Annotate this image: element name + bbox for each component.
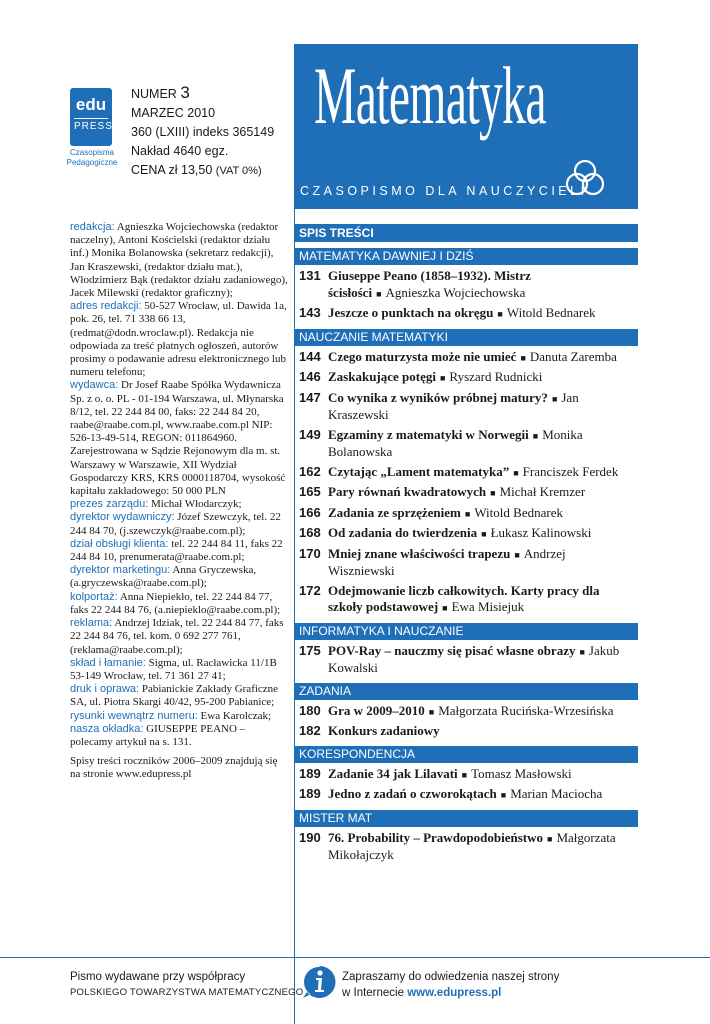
toc-page-number: 149 — [299, 426, 321, 442]
credit-label: kolportaż: — [70, 590, 118, 603]
toc-page-number: 170 — [299, 545, 321, 561]
toc-entry[interactable] — [294, 484, 638, 502]
toc-article-title: Jeszcze o punktach na okręgu — [328, 305, 494, 320]
credit-text: Michał Włodarczyk; — [148, 498, 242, 511]
credit-label: skład i łamanie: — [70, 656, 146, 669]
toc-article-title: Mniej znane właściwości trapezu — [328, 545, 511, 561]
masthead-title: Matematyka — [314, 50, 546, 141]
toc-article-title: Gra w 2009–2010 — [328, 702, 425, 718]
bullet-icon: ■ — [461, 769, 468, 780]
toc-author: Marian Maciocha — [510, 786, 603, 801]
toc-author: Małgorzata Mikołajczyk — [328, 829, 616, 862]
toc-section-header: ZADANIA — [294, 683, 638, 700]
toc-section-header: KORESPONDENCJA — [294, 746, 638, 763]
credit-item — [70, 617, 290, 657]
toc-entry[interactable] — [294, 390, 638, 424]
toc-section — [294, 810, 638, 864]
toc-entry[interactable] — [294, 546, 638, 580]
toc-author: Ewa Misiejuk — [451, 599, 525, 614]
toc-sections — [294, 248, 638, 864]
toc-section — [294, 746, 638, 804]
credit-label: prezes zarządu: — [70, 498, 149, 511]
credit-label: reklama: — [70, 617, 113, 630]
credit-text: GIUSEPPE PEANO – polecamy artykuł na s. 131. — [70, 722, 246, 748]
toc-heading: SPIS TREŚCI — [294, 224, 638, 242]
bullet-icon: ■ — [442, 603, 448, 613]
credits-note: Spisy treści roczników 2006–2009 znajdują się na stronie www.edupress.pl — [70, 755, 278, 781]
toc-section — [294, 683, 638, 740]
credit-text: Ewa Karolczak; — [197, 709, 272, 722]
credit-label: redakcja: — [70, 221, 115, 233]
issue-print-run: Nakład 4640 egz. — [131, 144, 229, 158]
toc-article-title: Od zadania do twierdzenia — [328, 525, 478, 540]
bullet-icon: ■ — [520, 352, 526, 363]
issue-date: MARZEC 2010 — [131, 106, 216, 120]
toc-author: Jakub Kowalski — [328, 642, 620, 675]
toc-article-title: Zaskakujące potęgi — [328, 369, 436, 384]
footer-society: POLSKIEGO TOWARZYSTWA MATEMATYCZNEGO — [70, 987, 304, 998]
credit-item — [70, 538, 290, 564]
bullet-icon: ■ — [551, 393, 558, 404]
toc-page-number: 182 — [299, 723, 321, 738]
footer-cooperation: Pismo wydawane przy współpracy — [70, 971, 246, 983]
logo-caption-line: Czasopisma — [69, 148, 114, 157]
divider-horizontal — [0, 957, 710, 958]
toc-article-title: Co wynika z wyników próbnej matury? — [328, 389, 548, 405]
toc-page-number: 168 — [299, 525, 321, 540]
footer-right — [342, 969, 559, 1001]
credit-text: Sigma, ul. Racławicka 11/1B 53-149 Wrocław, tel. 71 361 27 41; — [70, 656, 277, 682]
info-icon — [301, 964, 337, 1000]
number-label: NUMER — [131, 87, 177, 101]
credits — [70, 221, 290, 782]
toc-entry[interactable] — [294, 464, 638, 482]
bullet-icon: ■ — [500, 790, 507, 800]
footer-prefix: w Internecie — [342, 987, 408, 999]
credit-text: tel. 22 244 84 11, faks 22 244 84 10, prenumerata@raabe.com.pl; — [70, 537, 283, 564]
credit-item — [70, 564, 290, 590]
credit-item — [70, 683, 290, 709]
bullet-icon: ■ — [490, 488, 496, 498]
rings-icon — [562, 156, 608, 202]
toc-author: Tomasz Masłowski — [471, 765, 572, 781]
bullet-icon: ■ — [428, 706, 435, 717]
toc-article-title: Zadanie 34 jak Lilavati — [328, 765, 458, 781]
bullet-icon: ■ — [497, 309, 503, 319]
issue-price: CENA zł 13,50 — [131, 163, 213, 177]
toc-article-title: POV-Ray – nauczmy się pisać własne obrazy — [328, 642, 576, 658]
toc-section-header: MATEMATYKA DAWNIEJ I DZIŚ — [294, 248, 638, 265]
toc-article-title: Czego maturzysta może nie umieć — [328, 348, 517, 364]
credit-text: Andrzej Idziak, tel. 22 244 84 77, faks 22 244 84 76, tel. kom. 0 692 277 761, (reklama@raabe.com.pl); — [70, 617, 284, 656]
toc-page-number: 172 — [299, 582, 321, 598]
toc-entry[interactable] — [294, 305, 638, 323]
table-of-contents — [294, 224, 638, 870]
toc-page-number: 144 — [299, 348, 321, 364]
toc-author: Agnieszka Wojciechowska — [385, 284, 526, 300]
toc-page-number: 189 — [299, 765, 321, 781]
bullet-icon: ■ — [376, 288, 382, 299]
toc-article-title: Odejmowanie liczb całkowitych. Karty pracy dla szkoły podstawowej — [328, 582, 600, 614]
bullet-icon: ■ — [439, 373, 446, 383]
credit-item — [70, 723, 290, 749]
toc-page-number: 146 — [299, 369, 321, 384]
logo-edu: edu — [75, 95, 107, 114]
toc-entry[interactable] — [294, 369, 638, 387]
credit-item — [70, 511, 290, 537]
toc-article-title: Jedno z zadań o czworokątach — [328, 786, 497, 801]
logo-caption — [64, 148, 120, 168]
credit-label: adres redakcji: — [70, 300, 142, 313]
toc-article-title: Giuseppe Peano (1858–1932). Mistrz ścisłości — [328, 268, 531, 300]
toc-entry[interactable] — [294, 505, 638, 523]
credit-item — [70, 300, 290, 379]
toc-section-header: NAUCZANIE MATEMATYKI — [294, 329, 638, 346]
issue-vat: (VAT 0%) — [215, 165, 262, 177]
toc-author: Łukasz Kalinowski — [490, 525, 592, 540]
credit-item — [70, 221, 290, 300]
toc-article-title: 76. Probability – Prawdopodobieństwo — [328, 829, 544, 845]
toc-author: Małgorzata Rucińska-Wrzesińska — [438, 702, 614, 718]
bullet-icon: ■ — [547, 833, 553, 844]
toc-section-header: MISTER MAT — [294, 810, 638, 827]
footer-left — [70, 969, 303, 1001]
toc-page-number: 165 — [299, 484, 321, 499]
credit-label: rysunki wewnątrz numeru: — [70, 709, 198, 722]
credit-label: druk i oprawa: — [70, 683, 140, 696]
credit-label: nasza okładka: — [70, 722, 144, 735]
toc-author: Ryszard Rudnicki — [449, 369, 543, 384]
credit-label: wydawca: — [70, 379, 119, 392]
toc-entry[interactable] — [294, 427, 638, 461]
logo-caption-line: Pedagogiczne — [66, 158, 118, 167]
toc-section — [294, 248, 638, 323]
bullet-icon: ■ — [464, 508, 471, 519]
bullet-icon: ■ — [514, 549, 520, 560]
toc-author: Witold Bednarek — [506, 305, 596, 320]
toc-page-number: 147 — [299, 389, 321, 405]
toc-author: Danuta Zaremba — [529, 348, 617, 364]
credit-item — [70, 498, 290, 511]
credit-text: 50-527 Wrocław, ul. Dawida 1a, pok. 26, tel. 71 338 66 13, (redmat@dodn.wroclaw.pl). Redakcja nie odpowiada za treść płatnych ogłoszeń, autorów prosimy o podawanie adresu elektronicznego lub numeru telefonu; — [70, 300, 287, 379]
toc-section — [294, 329, 638, 617]
footer-invite: Zapraszamy do odwiedzenia naszej strony — [342, 971, 560, 983]
toc-entry[interactable] — [294, 349, 638, 367]
toc-page-number: 131 — [299, 268, 321, 283]
credit-text: Dr Josef Raabe Spółka Wydawnicza Sp. z o. o. PL - 01-194 Warszawa, ul. Młynarska 8/12, tel. 22 244 84 00, faks: 22 244 84 20, raabe@raabe.com.pl, www.raabe.com.pl NIP: 526-13-49-514, REGON: 011864960. Zarejestrowana w Sądzie Rejonowym dla m. st. Warszawy w Warszawie, XII Wydział Gospodarczy KRS, KRS 0000118704, wysokość kapitału zakładowego: 50 000 PLN — [70, 379, 286, 498]
issue-number: 3 — [180, 83, 190, 102]
credit-text: Anna Niepiekło, tel. 22 244 84 77, faks 22 244 84 76, (a.niepieklo@raabe.com.pl); — [70, 590, 281, 616]
toc-author: Michał Kremzer — [499, 484, 586, 499]
credit-item — [70, 591, 290, 617]
toc-page-number: 175 — [299, 642, 321, 658]
issue-index: 360 (LXIII) indeks 365149 — [131, 125, 275, 139]
credit-text: Agnieszka Wojciechowska (redaktor naczelny), Antoni Kościelski (redaktor działu inf.) Monika Bolanowska (sekretarz redakcji), Jan Kraszewski, (redaktor działu mat.), Włodzimierz Bąk (redaktor działu zadaniowego), Jacek Milewski (redaktor graficzny); — [70, 221, 288, 300]
credit-text: Anna Gryczewska, (a.gryczewska@raabe.com.pl); — [70, 564, 257, 590]
credit-text: Pabianickie Zakłady Graficzne SA, ul. Piotra Skargi 40/42, 95-200 Pabianice; — [70, 683, 279, 709]
toc-entry[interactable] — [294, 723, 638, 740]
issue-info — [131, 83, 274, 181]
toc-author: Andrzej Wiszniewski — [328, 545, 566, 578]
toc-page-number: 166 — [299, 504, 321, 520]
credit-label: dział obsługi klienta: — [70, 537, 169, 550]
toc-entry[interactable] — [294, 583, 638, 617]
bullet-icon: ■ — [532, 430, 539, 441]
toc-entry[interactable] — [294, 830, 638, 864]
credit-text: Józef Szewczyk, tel. 22 244 84 70, (j.szewczyk@raabe.com.pl); — [70, 511, 281, 537]
credit-item — [70, 379, 290, 498]
toc-author: Jan Kraszewski — [328, 389, 579, 422]
toc-entry[interactable] — [294, 643, 638, 677]
toc-entry[interactable] — [294, 703, 638, 721]
toc-entry[interactable] — [294, 766, 638, 784]
toc-author: Monika Bolanowska — [328, 426, 583, 459]
bullet-icon: ■ — [513, 467, 519, 478]
edu-press-logo — [70, 88, 112, 146]
toc-section-header: INFORMATYKA I NAUCZANIE — [294, 623, 638, 640]
toc-article-title: Zadania ze sprzężeniem — [328, 504, 461, 520]
toc-article-title: Konkurs zadaniowy — [328, 723, 440, 738]
toc-page-number: 180 — [299, 702, 321, 718]
logo-press: PRESS — [74, 118, 108, 133]
toc-article-title: Egzaminy z matematyki w Norwegii — [328, 426, 529, 442]
toc-section — [294, 623, 638, 677]
credit-item — [70, 657, 290, 683]
footer-url-link[interactable]: www.edupress.pl — [407, 987, 502, 999]
credit-label: dyrektor wydawniczy: — [70, 511, 175, 524]
toc-page-number: 189 — [299, 786, 321, 801]
toc-page-number: 162 — [299, 463, 321, 479]
toc-entry[interactable] — [294, 268, 638, 302]
toc-author: Witold Bednarek — [474, 504, 563, 520]
bullet-icon: ■ — [579, 646, 585, 657]
toc-entry[interactable] — [294, 786, 638, 804]
credit-item — [70, 710, 290, 723]
toc-author: Franciszek Ferdek — [522, 463, 619, 479]
toc-page-number: 190 — [299, 829, 321, 845]
toc-page-number: 143 — [299, 305, 321, 320]
masthead-subtitle: CZASOPISMO DLA NAUCZYCIELI — [300, 184, 588, 198]
credit-label: dyrektor marketingu: — [70, 564, 171, 577]
toc-article-title: Czytając „Lament matematyka” — [328, 463, 510, 479]
toc-entry[interactable] — [294, 525, 638, 543]
masthead — [294, 44, 638, 209]
toc-article-title: Pary równań kwadratowych — [328, 484, 487, 499]
bullet-icon: ■ — [481, 529, 487, 539]
